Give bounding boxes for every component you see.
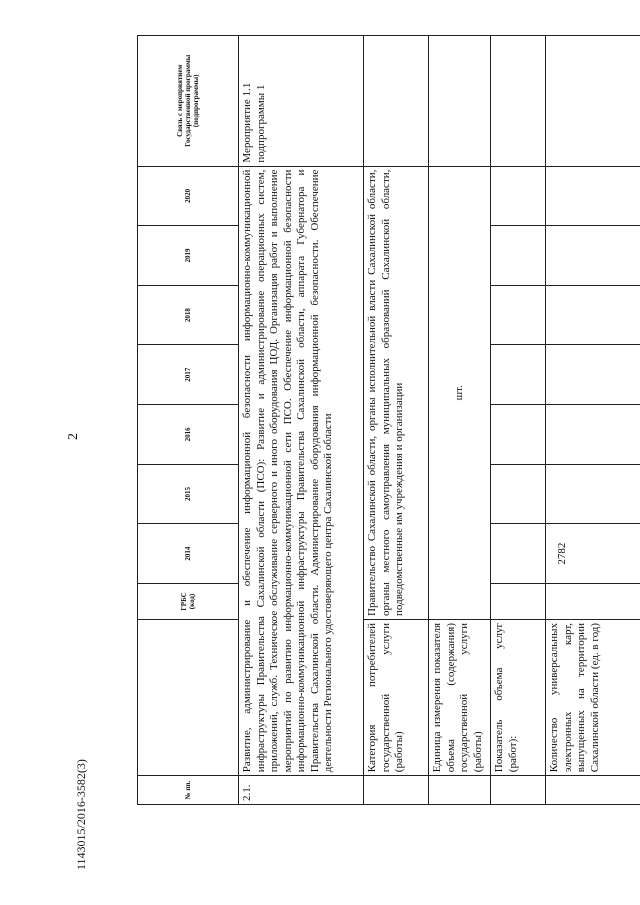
header-name: [138, 619, 239, 775]
cards-label: Количество универсальных электронных карт, выпущенных на территории Сахалинской области (ед. в год): [546, 619, 640, 775]
header-grbs: ГРБС (код): [138, 583, 239, 619]
unit-value: шт.: [429, 166, 491, 619]
header-year: 2014: [138, 524, 239, 584]
program-link: Мероприятие 1.1 подпрограммы 1: [239, 36, 364, 167]
rotated-table-container: [137, 35, 632, 805]
table-row: [491, 36, 546, 805]
table-row: [239, 36, 364, 805]
table-row: [429, 36, 491, 805]
activity-description: Развитие, администрирование и обеспечение информационной безопасности информационно-коммуникационной инфраструктуры Правительства Сахалинской области (ПСО): Развитие и администрирование операционных систем, приложений, служб. Техническое обслуживание серверного и иного оборудования ЦОД. Организация работ и выполнение мероприятий по развитию информационно-коммуникационной сети ПСО. Обеспечение информационной безопасности информационно-коммуникационной инфраструктуры Правительства Сахалинской области, аппарата Губернатора и Правительства Сахалинской области. Администрирование оборудования информационной безопасности. Обеспечение деятельности Регионального удостоверяющего центра Сахалинской области: [239, 166, 364, 776]
header-num: № пп.: [138, 776, 239, 805]
header-row: [138, 36, 239, 805]
row-number: 2.1.: [239, 776, 364, 805]
header-year: 2016: [138, 405, 239, 465]
header-year: 2020: [138, 166, 239, 226]
document-code: 1143015/2016-3582(3): [74, 759, 88, 870]
header-year: 2018: [138, 285, 239, 345]
category-value: Правительство Сахалинской области, органы исполнительной власти Сахалинской области, органы местного самоуправления муниципальных образований Сахалинской области, подведомственные им учреждения и организации: [364, 166, 429, 619]
unit-label: Единица измерения показателя объема (содержания) государственной услуги (работы): [429, 619, 491, 775]
services-table: [137, 35, 640, 805]
category-label: Категория потребителей государственной услуги (работы): [364, 619, 429, 775]
volume-label: Показатель объема услуг (работ):: [491, 619, 546, 775]
header-link: Связь с мероприятием Государственной программы (подпрограммы): [138, 36, 239, 167]
header-year: 2019: [138, 226, 239, 286]
header-year: 2015: [138, 464, 239, 524]
page-number: 2: [66, 433, 81, 440]
cards-value-2014: 2782: [546, 524, 640, 584]
table-row: [546, 36, 640, 805]
header-year: 2017: [138, 345, 239, 405]
table-row: [364, 36, 429, 805]
